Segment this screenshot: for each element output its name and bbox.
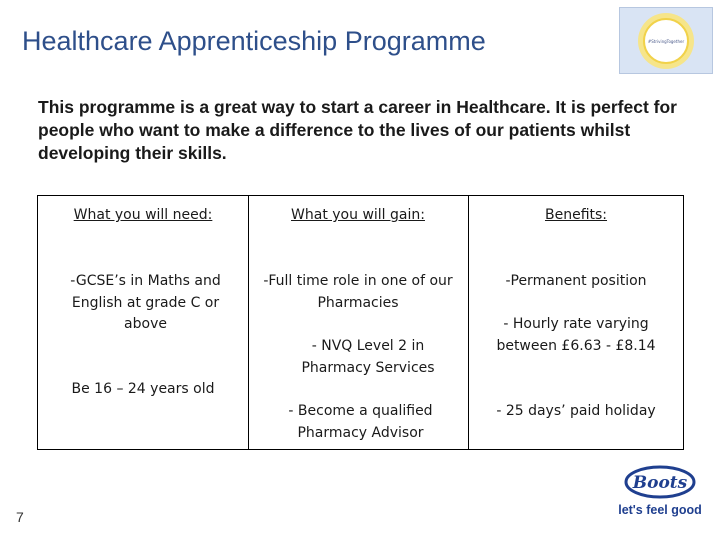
logo-tagline: let's feel good — [618, 503, 702, 517]
intro-text: This programme is a great way to start a career in Healthcare. It is perfect for people who want to make a difference to the lives of our patients whilst developing their skills. — [38, 97, 677, 163]
badge-icon — [636, 11, 696, 71]
benefit-item-holiday: - 25 days’ paid holiday — [496, 403, 656, 419]
header-benefits: Benefits: — [544, 207, 608, 223]
gain-item-role: -Full time role in one of our Pharmacies — [263, 273, 453, 311]
logo-brand: Boots — [632, 473, 688, 493]
need-item-age: Be 16 – 24 years old — [71, 381, 215, 397]
info-table — [37, 195, 684, 450]
badge-text: #StrivingTogether — [647, 38, 685, 44]
boots-logo — [612, 462, 708, 520]
slide-title: Healthcare Apprenticeship Programme — [22, 26, 486, 56]
header-need: What you will need: — [73, 207, 213, 223]
gain-item-advisor: - Become a qualified Pharmacy Advisor — [288, 403, 433, 441]
column-divider — [248, 196, 249, 449]
benefit-item-permanent: -Permanent position — [505, 273, 647, 289]
page-number: 7 — [16, 509, 24, 525]
badge-image — [619, 7, 713, 74]
header-gain: What you will gain: — [291, 207, 425, 223]
gain-item-nvq: - NVQ Level 2 in Pharmacy Services — [301, 338, 435, 376]
benefit-item-hourly: - Hourly rate varying between £6.63 - £8.14 — [496, 316, 656, 354]
need-item-gcse: -GCSE’s in Maths and English at grade C or above — [70, 273, 221, 332]
